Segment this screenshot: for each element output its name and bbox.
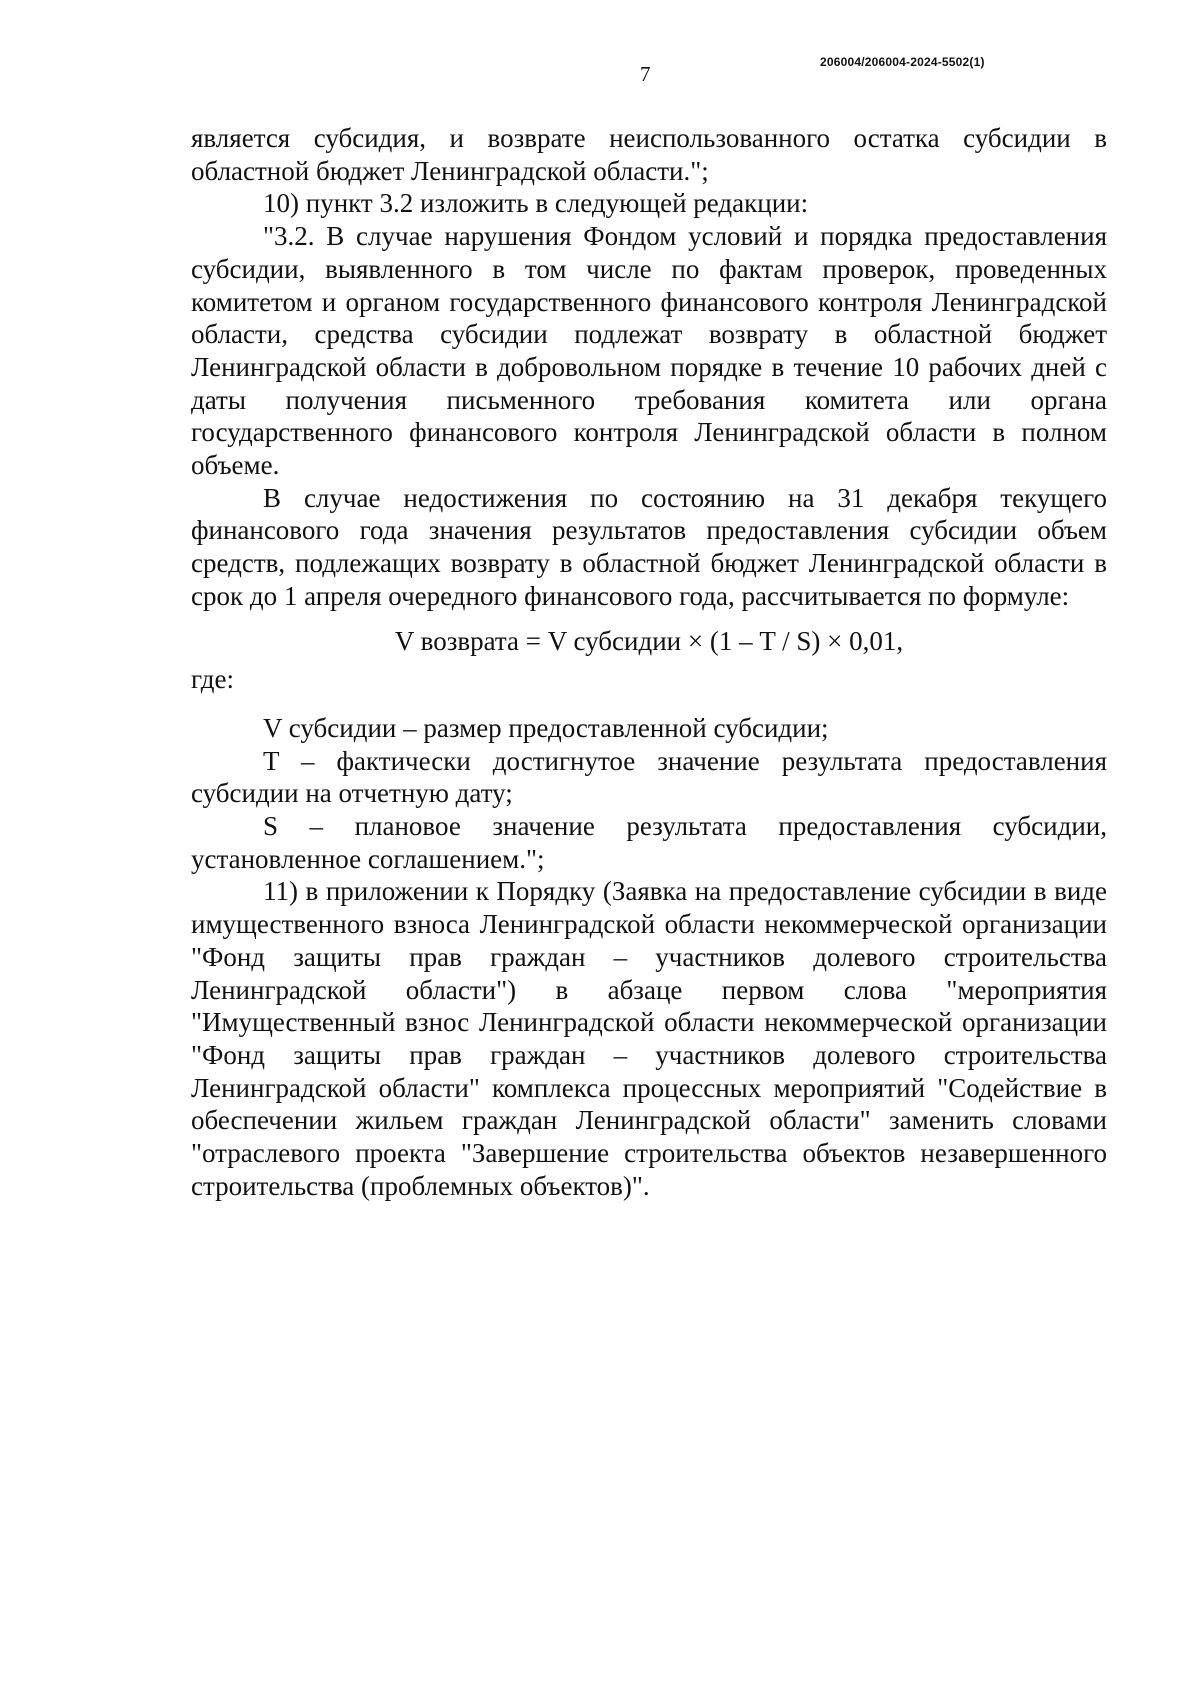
page-number: 7: [640, 62, 651, 86]
paragraph-shortfall: В случае недостижения по состоянию на 31 декабря текущего финансового года значения результатов предоставления субсидии объем средств, подлежащих возврату в областной бюджет Ленинградской области в срок до 1 апреля очередного финансового года, рассчитывается по формуле:: [191, 482, 1107, 611]
document-body: [191, 122, 1107, 1203]
paragraph-continuation: является субсидия, и возврате неиспользованного остатка субсидии в областной бюджет Ленинградской области.";: [191, 123, 1107, 186]
formula-where: где:: [191, 664, 234, 695]
refund-formula: V возврата = V субсидии × (1 – T / S) × 0,01,: [394, 625, 904, 656]
paragraph-clause-3-2: "3.2. В случае нарушения Фондом условий и порядка предоставления субсидии, выявленного в том числе по фактам проверок, проведенных комитетом и органом государственного финансового контроля Ленинградской области, средства субсидии подлежат возврату в областной бюджет Ленинградской области в добровольном порядке в течение 10 рабочих дней с даты получения письменного требования комитета или органа государственного финансового контроля Ленинградской области в полном объеме.: [191, 221, 1107, 481]
definition-s: S – плановое значение результата предоставления субсидии, установленное соглашением.";: [191, 811, 1107, 874]
paragraph-item-10: 10) пункт 3.2 изложить в следующей редакции:: [263, 188, 809, 219]
document-id: 206004/206004-2024-5502(1): [820, 55, 985, 69]
definition-t: T – фактически достигнутое значение результата предоставления субсидии на отчетную дату;: [191, 745, 1107, 809]
definition-v-subsidy: V субсидии – размер предоставленной субсидии;: [263, 712, 829, 743]
paragraph-item-11: 11) в приложении к Порядку (Заявка на предоставление субсидии в виде имущественного взноса Ленинградской области некоммерческой организации "Фонд защиты прав граждан – участников долевого строительства Ленинградской области") в абзаце первом слова "мероприятия "Имущественный взнос Ленинградской области некоммерческой организации "Фонд защиты прав граждан – участников долевого строительства Ленинградской области" комплекса процессных мероприятий "Содействие в обеспечении жильем граждан Ленинградской области" заменить словами "отраслевого проекта "Завершение строительства объектов незавершенного строительства (проблемных объектов)".: [191, 876, 1107, 1201]
